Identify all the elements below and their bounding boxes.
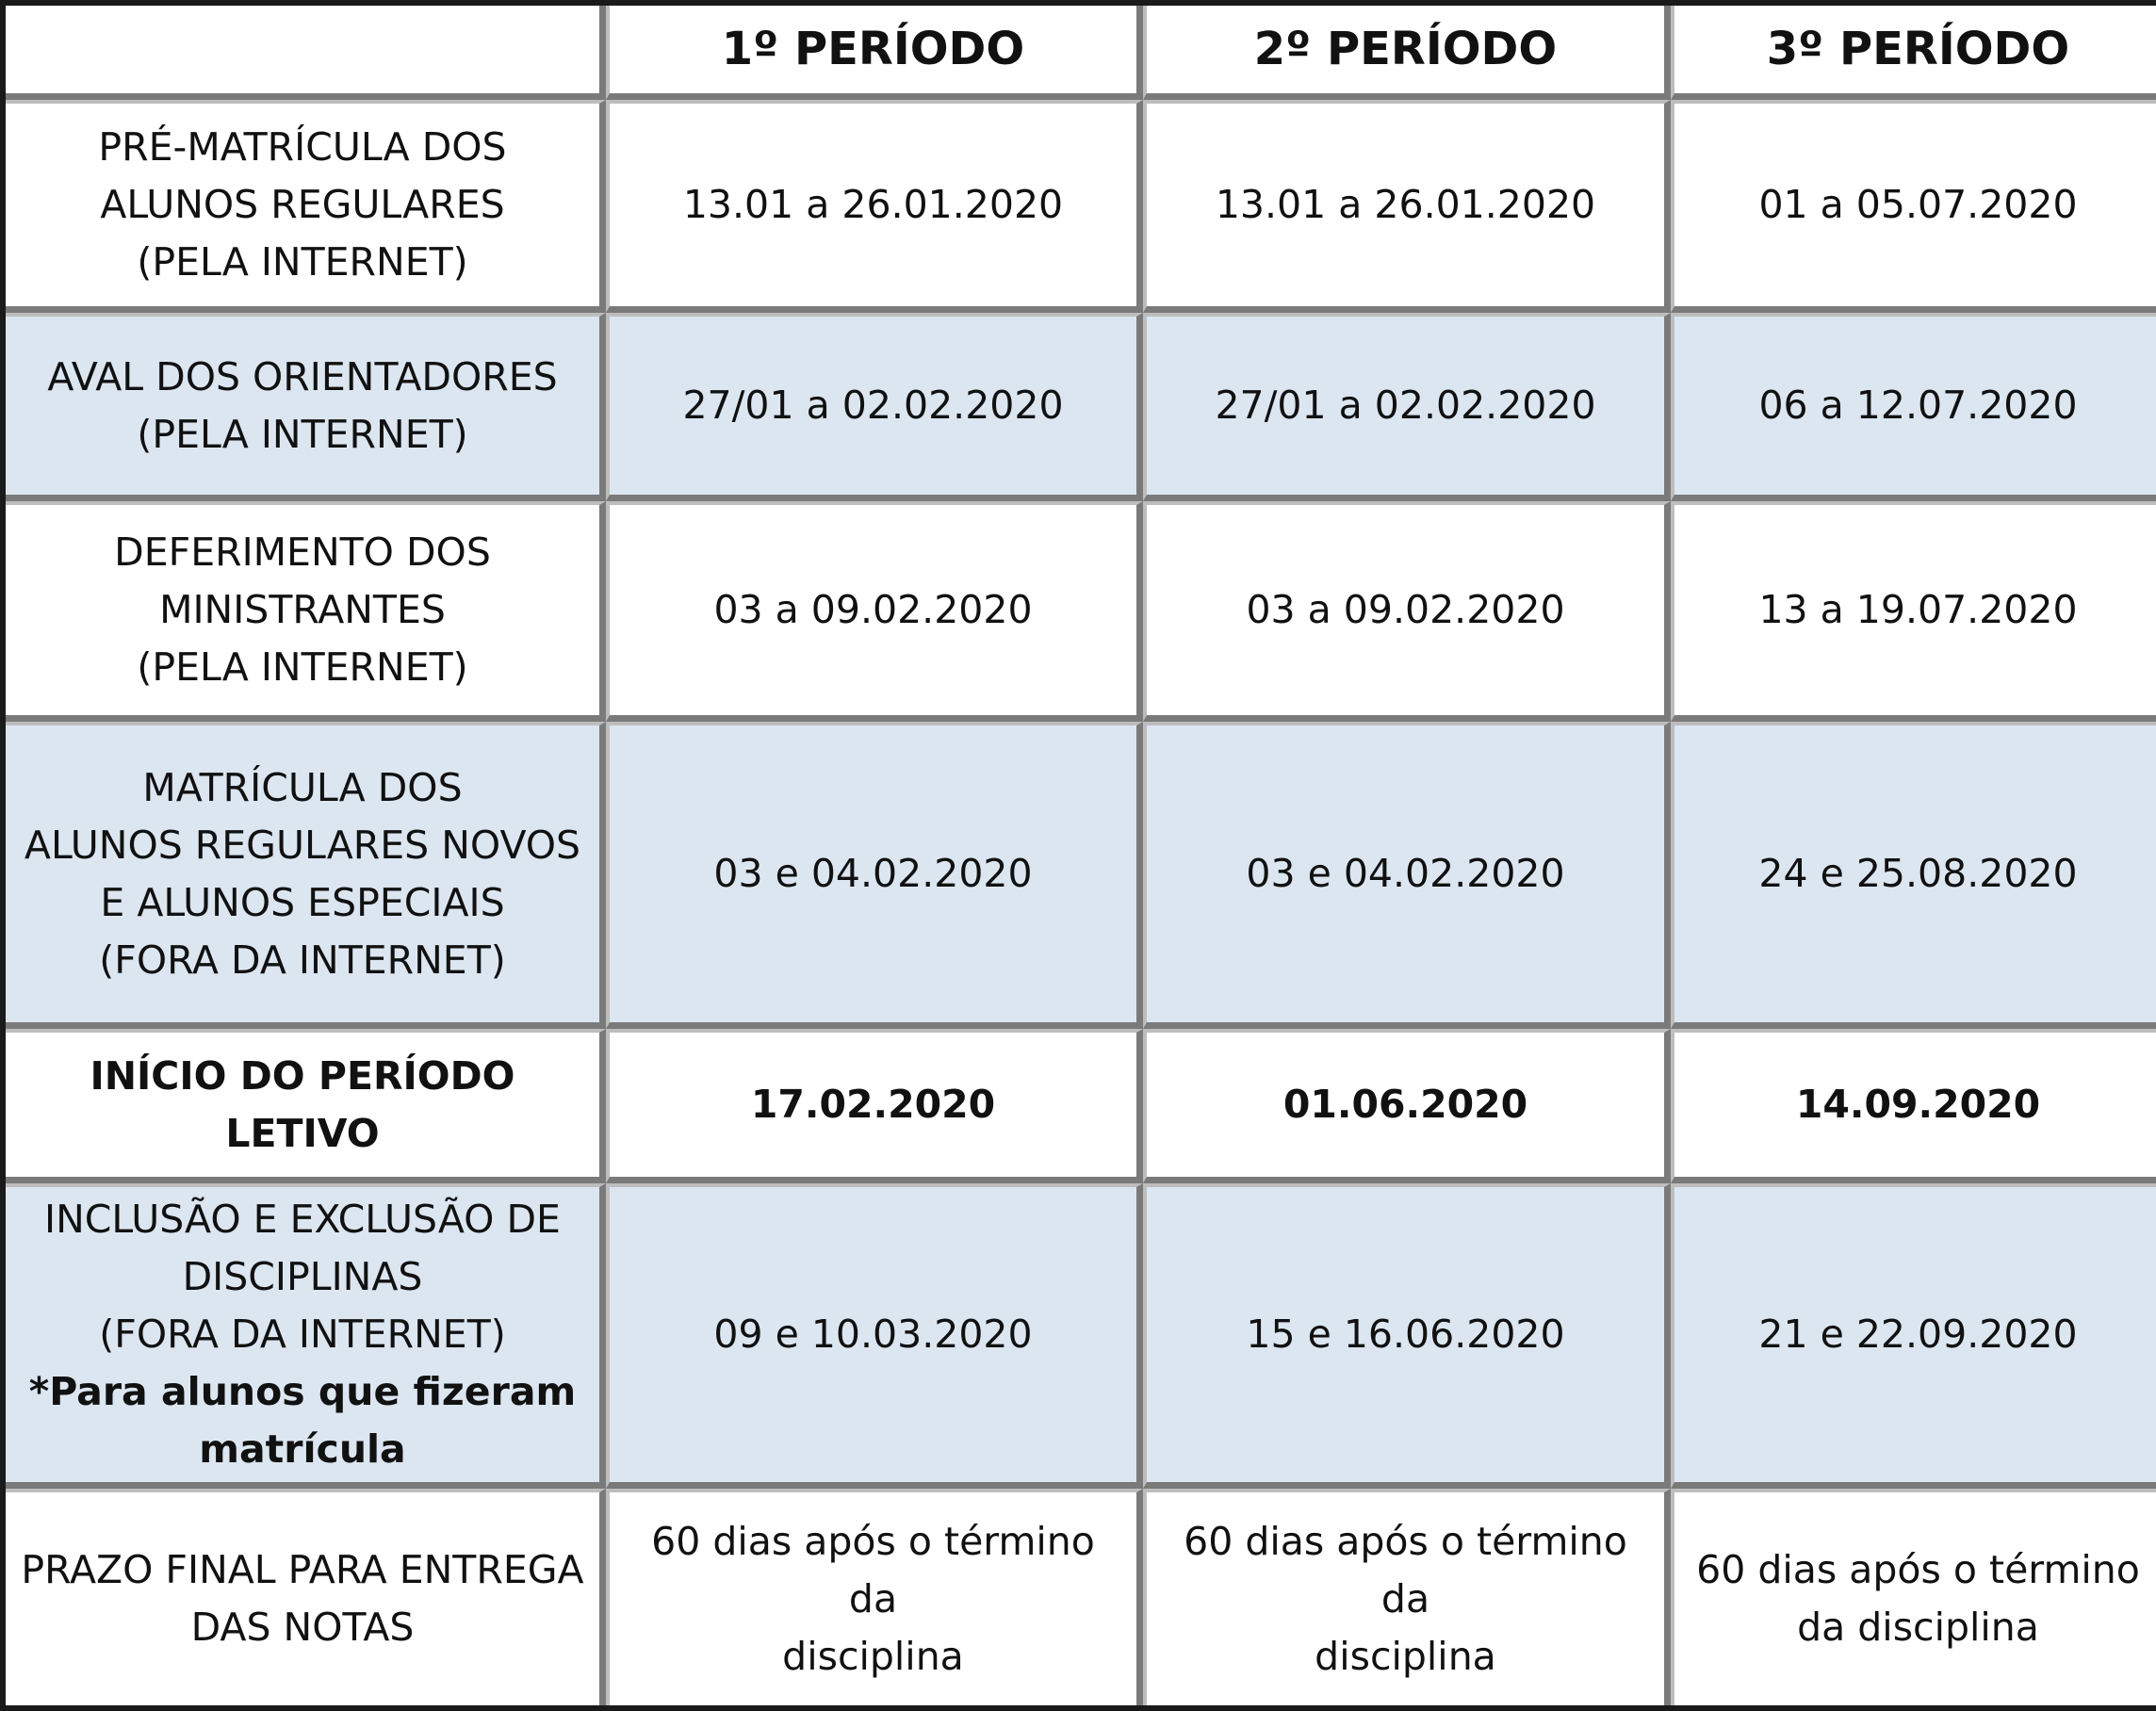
table-row	[6, 722, 2156, 1029]
row-label-pre-matricula	[6, 100, 606, 313]
date-cell: 15 e 16.06.2020	[1143, 1183, 1671, 1489]
label-line: PRÉ-MATRÍCULA DOS	[98, 124, 507, 170]
table-row	[6, 1183, 2156, 1489]
value-line: disciplina	[782, 1633, 964, 1679]
deadline-cell	[606, 1489, 1143, 1705]
value-line: 60 dias após o término	[1696, 1547, 2140, 1592]
date-cell: 13.01 a 26.01.2020	[1143, 100, 1671, 313]
date-cell: 01 a 05.07.2020	[1671, 100, 2156, 313]
header-period-2: 2º PERÍODO	[1143, 6, 1671, 100]
label-line: ALUNOS REGULARES	[100, 182, 505, 227]
label-line: DAS NOTAS	[190, 1605, 415, 1650]
date-cell: 13.01 a 26.01.2020	[606, 100, 1143, 313]
header-row	[6, 6, 2156, 100]
date-cell: 27/01 a 02.02.2020	[606, 313, 1143, 501]
row-label-prazo-final	[6, 1489, 606, 1705]
date-cell: 24 e 25.08.2020	[1671, 722, 2156, 1029]
label-line: (PELA INTERNET)	[137, 411, 468, 457]
label-note-line: matrícula	[199, 1426, 406, 1472]
date-cell: 21 e 22.09.2020	[1671, 1183, 2156, 1489]
date-cell: 09 e 10.03.2020	[606, 1183, 1143, 1489]
date-cell: 03 e 04.02.2020	[1143, 722, 1671, 1029]
table-row	[6, 100, 2156, 313]
date-cell: 03 a 09.02.2020	[1143, 501, 1671, 722]
header-period-1: 1º PERÍODO	[606, 6, 1143, 100]
label-line: E ALUNOS ESPECIAIS	[100, 879, 505, 925]
table-row	[6, 313, 2156, 501]
table-row	[6, 501, 2156, 722]
deadline-cell	[1671, 1489, 2156, 1705]
table-row	[6, 1489, 2156, 1705]
row-label-inclusao-exclusao	[6, 1183, 606, 1489]
label-line: PRAZO FINAL PARA ENTREGA	[21, 1547, 584, 1592]
date-cell: 13 a 19.07.2020	[1671, 501, 2156, 722]
date-cell: 06 a 12.07.2020	[1671, 313, 2156, 501]
table-row	[6, 1029, 2156, 1183]
label-line: (FORA DA INTERNET)	[99, 937, 506, 983]
header-period-3: 3º PERÍODO	[1671, 6, 2156, 100]
row-label-inicio-periodo: INÍCIO DO PERÍODO LETIVO	[6, 1029, 606, 1183]
label-line: MINISTRANTES	[159, 587, 446, 632]
deadline-cell	[1143, 1489, 1671, 1705]
label-line: (FORA DA INTERNET)	[99, 1312, 506, 1357]
row-label-matricula	[6, 722, 606, 1029]
value-line: disciplina	[1315, 1633, 1496, 1679]
label-line: (PELA INTERNET)	[137, 239, 468, 285]
date-cell: 27/01 a 02.02.2020	[1143, 313, 1671, 501]
row-label-aval-orientadores	[6, 313, 606, 501]
label-line: DISCIPLINAS	[182, 1254, 423, 1299]
value-line: da disciplina	[1797, 1605, 2039, 1650]
date-cell: 01.06.2020	[1143, 1029, 1671, 1183]
row-label-deferimento	[6, 501, 606, 722]
date-cell: 14.09.2020	[1671, 1029, 2156, 1183]
date-cell: 17.02.2020	[606, 1029, 1143, 1183]
header-corner-cell	[6, 6, 606, 100]
date-cell: 03 e 04.02.2020	[606, 722, 1143, 1029]
label-note-line: *Para alunos que fizeram	[28, 1369, 577, 1414]
value-line: 60 dias após o término da	[1184, 1518, 1627, 1621]
value-line: 60 dias após o término da	[651, 1518, 1095, 1621]
label-line: MATRÍCULA DOS	[142, 764, 463, 810]
date-cell: 03 a 09.02.2020	[606, 501, 1143, 722]
label-line: (PELA INTERNET)	[137, 644, 468, 690]
label-line: DEFERIMENTO DOS	[114, 530, 491, 575]
label-line: AVAL DOS ORIENTADORES	[47, 353, 558, 399]
label-line: ALUNOS REGULARES NOVOS	[24, 822, 581, 868]
label-line: INCLUSÃO E EXCLUSÃO DE	[44, 1197, 561, 1242]
